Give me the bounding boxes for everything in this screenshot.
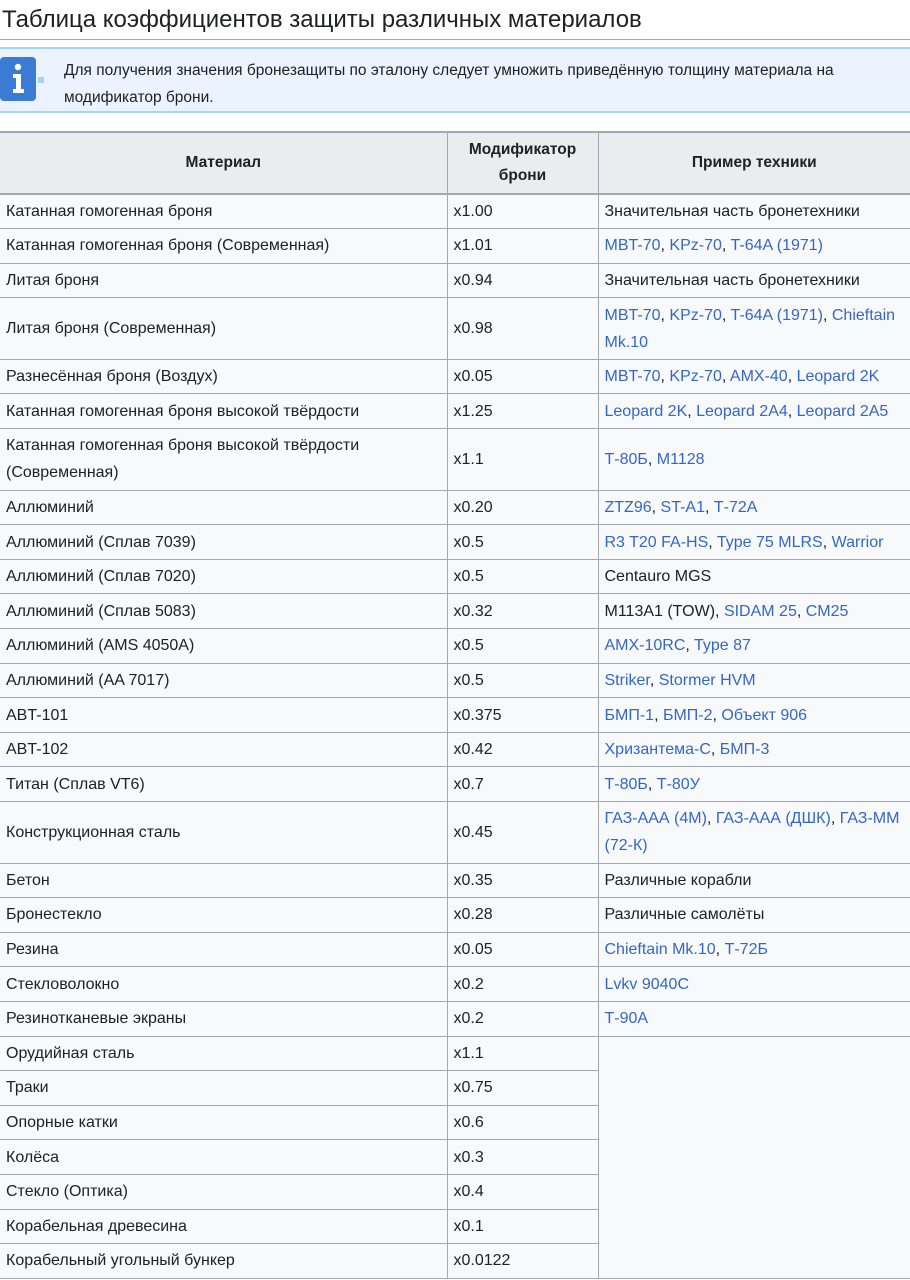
table-row [0,967,910,1002]
table-row [0,490,910,525]
example-link[interactable]: ГАЗ-ММ (72-К) [604,810,900,855]
table-row [0,863,910,898]
table-row [0,194,910,229]
example-link[interactable]: ST-A1 [660,498,705,516]
cell-material: Катанная гомогенная броня высокой твёрдости [0,394,447,429]
example-text: Различные самолёты [604,906,765,924]
cell-material: Стекло (Оптика) [0,1174,447,1209]
table-row [0,663,910,698]
example-link[interactable]: Т-72Б [724,941,768,959]
cell-examples: Хризантема-С, БМП-3 [598,732,910,767]
example-link[interactable]: AMX-10RC [604,637,686,655]
cell-examples: ZTZ96, ST-A1, Т-72А [598,490,910,525]
example-link[interactable]: T-64A (1971) [730,306,823,324]
cell-examples [598,559,910,594]
example-link[interactable]: Lvkv 9040C [604,975,689,993]
example-link[interactable]: AMX-40 [729,368,788,386]
cell-examples: Leopard 2K, Leopard 2A4, Leopard 2A5 [598,394,910,429]
cell-examples: M113A1 (TOW), SIDAM 25, CM25 [598,594,910,629]
table-row [0,629,910,664]
cell-material: Литая броня (Современная) [0,298,447,360]
cell-examples: AMX-10RC, Type 87 [598,629,910,664]
cell-material: Аллюминий (Сплав 5083) [0,594,447,629]
cell-modifier: x0.05 [447,359,598,394]
example-link[interactable]: Chieftain Mk.10 [604,306,896,351]
cell-modifier: x1.00 [447,194,598,229]
table-row [0,1036,910,1071]
example-link[interactable]: Т-80Б [604,775,648,793]
example-link[interactable]: Leopard 2A5 [796,402,889,420]
cell-modifier: x0.0122 [447,1244,598,1279]
example-link[interactable]: Объект 906 [721,706,808,724]
table-row [0,594,910,629]
cell-modifier: x0.94 [447,263,598,298]
cell-material: Аллюминий (Сплав 7020) [0,559,447,594]
cell-modifier: x0.5 [447,559,598,594]
example-text: M113A1 (TOW) [604,602,716,620]
cell-modifier: x0.32 [447,594,598,629]
cell-material: Резинотканевые экраны [0,1001,447,1036]
table-row [0,932,910,967]
example-link[interactable]: Т-90А [604,1010,649,1028]
cell-modifier: x0.2 [447,967,598,1002]
table-row [0,359,910,394]
example-text: Различные корабли [604,871,752,889]
cell-modifier: x0.375 [447,698,598,733]
cell-modifier: x1.01 [447,229,598,264]
cell-material: Титан (Сплав VT6) [0,767,447,802]
info-icon [0,57,44,101]
table-row [0,525,910,560]
example-link[interactable]: ГАЗ-ААА (ДШК) [715,810,831,828]
table-row [0,898,910,933]
cell-modifier: x0.1 [447,1209,598,1244]
cell-modifier: x0.2 [447,1001,598,1036]
table-row [0,1001,910,1036]
cell-modifier: x0.42 [447,732,598,767]
cell-examples [598,898,910,933]
example-link[interactable]: Warrior [831,533,884,551]
cell-material: Корабельная древесина [0,1209,447,1244]
cell-material: Разнесённая броня (Воздух) [0,359,447,394]
example-link[interactable]: Leopard 2K [796,368,880,386]
cell-material: ABT-101 [0,698,447,733]
example-link[interactable]: БМП-1 [604,706,655,724]
table-row [0,732,910,767]
example-link[interactable]: БМП-2 [662,706,713,724]
example-link[interactable]: M1128 [656,450,705,468]
cell-examples: Т-80Б, Т-80У [598,767,910,802]
example-link[interactable]: KPz-70 [669,306,722,324]
example-link[interactable]: MBT-70 [604,368,661,386]
page-title: Таблица коэффициентов защиты различных материалов [0,0,910,40]
cell-material: Литая броня [0,263,447,298]
cell-modifier: x0.28 [447,898,598,933]
example-link[interactable]: CM25 [805,602,849,620]
example-link[interactable]: ГАЗ-ААА (4М) [604,810,707,828]
example-link[interactable]: SIDAM 25 [723,602,797,620]
table-row [0,429,910,491]
cell-modifier: x0.5 [447,525,598,560]
cell-material: Бетон [0,863,447,898]
cell-examples: БМП-1, БМП-2, Объект 906 [598,698,910,733]
cell-material: Катанная гомогенная броня высокой твёрдости (Современная) [0,429,447,491]
example-link[interactable]: ZTZ96 [604,498,652,516]
table-row [0,767,910,802]
header-modifier[interactable] [447,132,598,194]
example-link[interactable]: Т-80Б [604,450,648,468]
cell-material: Конструкционная сталь [0,802,447,864]
cell-modifier: x0.05 [447,932,598,967]
cell-modifier: x1.1 [447,429,598,491]
example-link[interactable]: R3 T20 FA-HS [604,533,709,551]
cell-material: Катанная гомогенная броня [0,194,447,229]
table-row [0,559,910,594]
cell-examples: Chieftain Mk.10, Т-72Б [598,932,910,967]
example-link[interactable]: Leopard 2K [604,402,688,420]
example-link[interactable]: Type 87 [694,637,751,655]
cell-modifier: x0.35 [447,863,598,898]
cell-material: Катанная гомогенная броня (Современная) [0,229,447,264]
table-row [0,298,910,360]
cell-material: Корабельный угольный бункер [0,1244,447,1279]
cell-modifier: x1.25 [447,394,598,429]
cell-examples [598,194,910,229]
cell-examples: MBT-70, KPz-70, AMX-40, Leopard 2K [598,359,910,394]
example-text: Значительная часть бронетехники [604,203,860,221]
table-row [0,263,910,298]
cell-examples [598,863,910,898]
table-body [0,194,910,1278]
cell-examples: MBT-70, KPz-70, T-64A (1971), Chieftain Mk.10 [598,298,910,360]
cell-material: Резина [0,932,447,967]
example-link[interactable]: Т-80У [656,775,700,793]
cell-modifier: x0.45 [447,802,598,864]
cell-modifier: x0.75 [447,1071,598,1106]
cell-material: Опорные катки [0,1105,447,1140]
notice-text: Для получения значения бронезащиты по эталону следует умножить приведённую толщину материала на модификатор брони. [64,62,834,106]
table-header-row [0,132,910,194]
cell-modifier: x0.20 [447,490,598,525]
example-link[interactable]: KPz-70 [669,368,722,386]
cell-examples: Striker, Stormer HVM [598,663,910,698]
table-row [0,229,910,264]
example-link[interactable]: Leopard 2A4 [696,402,788,420]
cell-material: ABT-102 [0,732,447,767]
cell-modifier: x1.1 [447,1036,598,1071]
cell-modifier: x0.98 [447,298,598,360]
info-notice [0,47,910,113]
cell-material: Орудийная сталь [0,1036,447,1071]
example-link[interactable]: Type 75 MLRS [716,533,823,551]
table-row [0,802,910,864]
example-link[interactable]: Т-72А [713,498,758,516]
armor-modifier-table [0,131,910,1279]
example-link[interactable]: T-64A (1971) [730,237,823,255]
header-modifier-line2: брони [498,167,547,184]
cell-modifier: x0.3 [447,1140,598,1175]
example-link[interactable]: БМП-3 [719,741,770,759]
cell-examples: R3 T20 FA-HS, Type 75 MLRS, Warrior [598,525,910,560]
cell-modifier: x0.5 [447,629,598,664]
table-row [0,394,910,429]
cell-material: Аллюминий (Сплав 7039) [0,525,447,560]
cell-modifier: x0.6 [447,1105,598,1140]
cell-examples: MBT-70, KPz-70, T-64A (1971) [598,229,910,264]
example-link[interactable]: Chieftain Mk.10 [604,941,716,959]
cell-examples [598,1001,910,1036]
header-modifier-line1: Модификатор [468,141,577,158]
cell-material: Колёса [0,1140,447,1175]
cell-modifier: x0.7 [447,767,598,802]
armor-table-wrapper [0,131,910,1279]
cell-material: Стекловолокно [0,967,447,1002]
cell-examples: ГАЗ-ААА (4М), ГАЗ-ААА (ДШК), ГАЗ-ММ (72-К) [598,802,910,864]
header-example[interactable]: Пример техники [598,132,910,194]
example-link[interactable]: MBT-70 [604,306,661,324]
cell-examples-empty [598,1036,910,1278]
cell-examples [598,967,910,1002]
cell-material: Аллюминий (AA 7017) [0,663,447,698]
cell-examples: Т-80Б, M1128 [598,429,910,491]
header-material[interactable]: Материал [0,132,447,194]
table-row [0,698,910,733]
example-text: Centauro MGS [604,568,712,586]
example-link[interactable]: Хризантема-С [604,741,711,759]
cell-examples [598,263,910,298]
cell-modifier: x0.4 [447,1174,598,1209]
cell-material: Бронестекло [0,898,447,933]
example-link[interactable]: Stormer HVM [658,671,756,689]
example-link[interactable]: KPz-70 [669,237,722,255]
example-link[interactable]: MBT-70 [604,237,661,255]
cell-material: Траки [0,1071,447,1106]
example-link[interactable]: Striker [604,671,650,689]
cell-material: Аллюминий [0,490,447,525]
cell-modifier: x0.5 [447,663,598,698]
example-text: Значительная часть бронетехники [604,271,860,289]
cell-material: Аллюминий (AMS 4050A) [0,629,447,664]
